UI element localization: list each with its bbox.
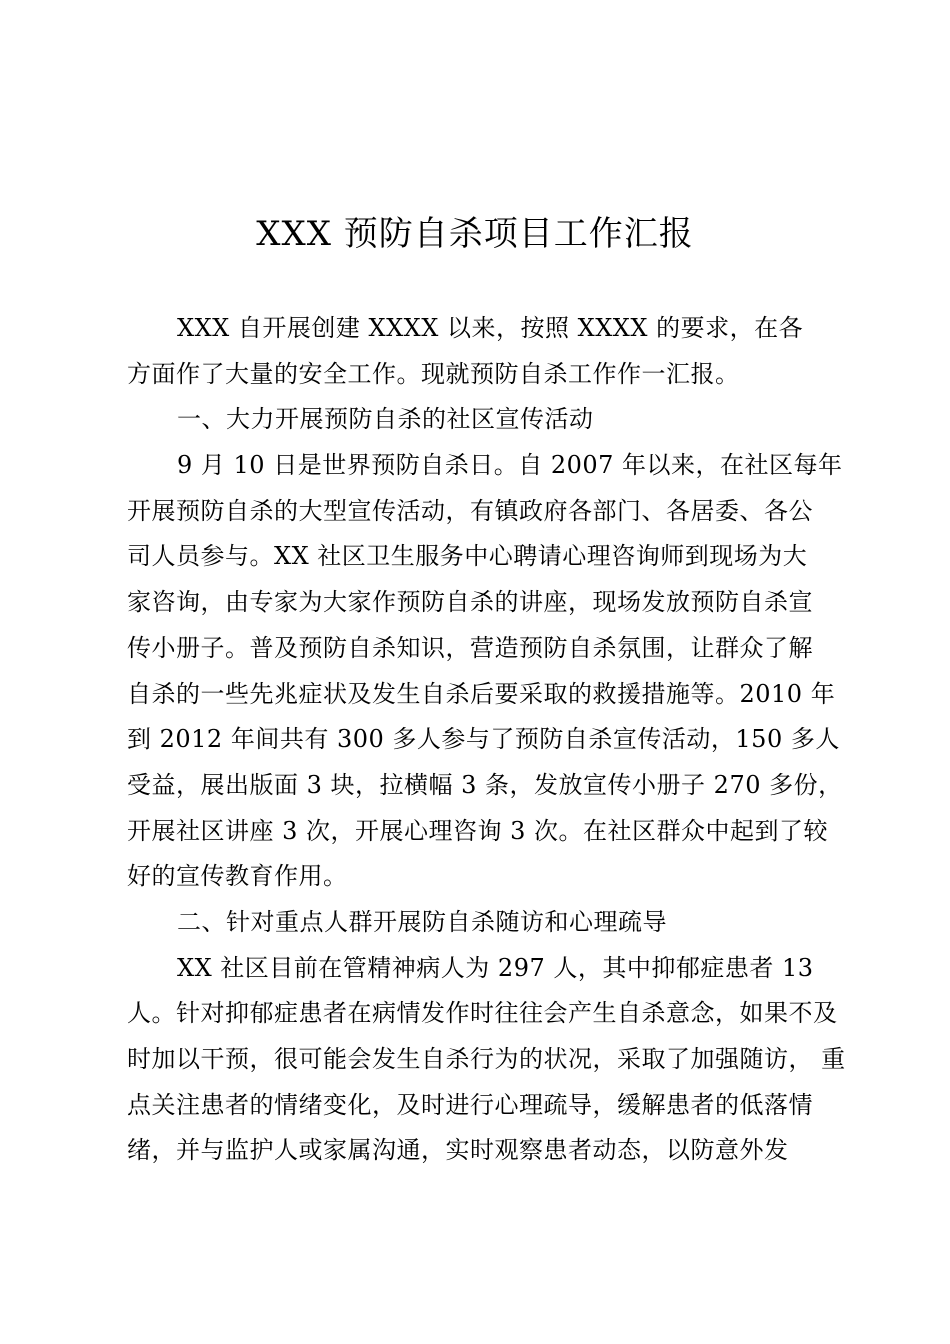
paragraph-line: 9 月 10 日是世界预防自杀日。自 2007 年以来，在社区每年 [177,451,843,480]
paragraph-line: 家咨询，由专家为大家作预防自杀的讲座，现场发放预防自杀宣 [127,588,813,617]
paragraph-line: 好的宣传教育作用。 [127,862,348,891]
paragraph-line: 人。针对抑郁症患者在病情发作时往往会产生自杀意念，如果不及 [127,999,838,1028]
paragraph-line: 点关注患者的情绪变化，及时进行心理疏导，缓解患者的低落情 [127,1090,813,1119]
paragraph-line: XXX 自开展创建 XXXX 以来，按照 XXXX 的要求，在各 [177,314,804,342]
paragraph-line: 传小册子。普及预防自杀知识，营造预防自杀氛围，让群众了解 [127,633,813,662]
paragraph-line: XX 社区目前在管精神病人为 297 人，其中抑郁症患者 13 [177,953,814,982]
section-heading: 二、针对重点人群开展防自杀随访和心理疏导 [177,907,667,936]
paragraph-line: 受益，展出版面 3 块，拉横幅 3 条，发放宣传小册子 270 多份， [127,770,843,799]
paragraph-line: 自杀的一些先兆症状及发生自杀后要采取的救援措施等。2010 年 [127,679,836,708]
paragraph-line: 开展社区讲座 3 次，开展心理咨询 3 次。在社区群众中起到了较 [127,816,829,845]
section-heading: 一、大力开展预防自杀的社区宣传活动 [177,405,594,434]
paragraph-line: 开展预防自杀的大型宣传活动，有镇政府各部门、各居委、各公 [127,496,813,525]
paragraph-line: 司人员参与。XX 社区卫生服务中心聘请心理咨询师到现场为大 [127,542,808,571]
document-title: XXX 预防自杀项目工作汇报 [256,214,694,254]
paragraph-line: 时加以干预，很可能会发生自杀行为的状况，采取了加强随访， 重 [127,1045,846,1073]
paragraph-line: 绪，并与监护人或家属沟通，实时观察患者动态，以防意外发 [127,1136,789,1165]
paragraph-line: 方面作了大量的安全工作。现就预防自杀工作作一汇报。 [127,359,740,388]
document-body [127,306,847,1174]
paragraph-line: 到 2012 年间共有 300 多人参与了预防自杀宣传活动，150 多人 [127,725,840,754]
